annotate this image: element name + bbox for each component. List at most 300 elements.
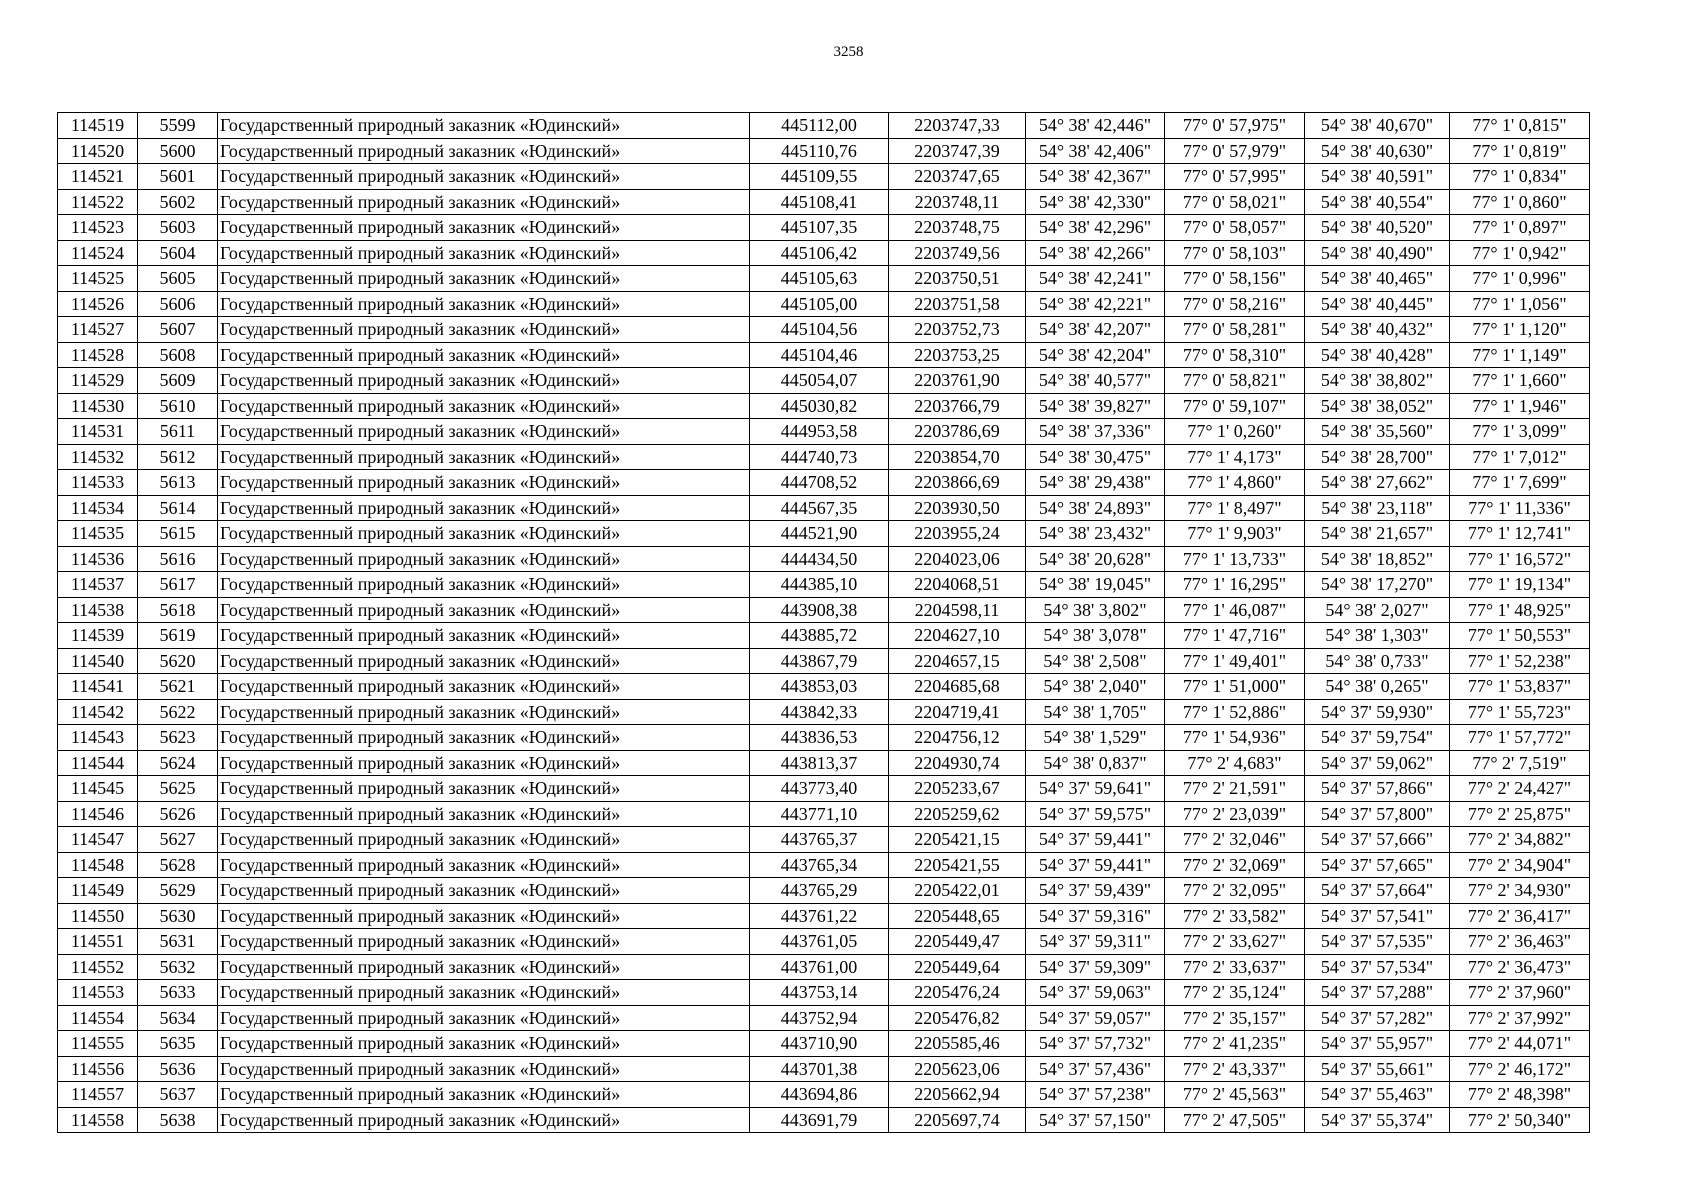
longitude-1-cell: 77° 0' 59,107": [1165, 393, 1305, 419]
table-row: [58, 164, 1590, 190]
coordinate-y-cell: 2205449,47: [889, 929, 1026, 955]
latitude-1-cell: 54° 37' 59,441": [1026, 827, 1165, 853]
table-row: [58, 1056, 1590, 1082]
latitude-1-cell: 54° 37' 59,441": [1026, 852, 1165, 878]
coordinate-y-cell: 2205585,46: [889, 1031, 1026, 1057]
longitude-2-cell: 77° 1' 7,699": [1450, 470, 1590, 496]
longitude-2-cell: 77° 1' 19,134": [1450, 572, 1590, 598]
object-name-cell: Государственный природный заказник «Юдинский»: [218, 699, 750, 725]
longitude-2-cell: 77° 1' 1,056": [1450, 291, 1590, 317]
object-name-cell: Государственный природный заказник «Юдинский»: [218, 444, 750, 470]
point-number-cell: 5600: [138, 138, 218, 164]
coordinate-y-cell: 2205476,82: [889, 1005, 1026, 1031]
object-name-cell: Государственный природный заказник «Юдинский»: [218, 1056, 750, 1082]
coordinate-y-cell: 2203751,58: [889, 291, 1026, 317]
latitude-2-cell: 54° 38' 40,432": [1305, 317, 1450, 343]
row-number-cell: 114542: [58, 699, 138, 725]
point-number-cell: 5608: [138, 342, 218, 368]
point-number-cell: 5609: [138, 368, 218, 394]
table-row: [58, 495, 1590, 521]
row-number-cell: 114530: [58, 393, 138, 419]
row-number-cell: 114552: [58, 954, 138, 980]
longitude-2-cell: 77° 1' 1,660": [1450, 368, 1590, 394]
coordinate-x-cell: 444740,73: [750, 444, 889, 470]
latitude-1-cell: 54° 38' 42,406": [1026, 138, 1165, 164]
point-number-cell: 5622: [138, 699, 218, 725]
point-number-cell: 5615: [138, 521, 218, 547]
longitude-2-cell: 77° 1' 1,120": [1450, 317, 1590, 343]
latitude-1-cell: 54° 38' 1,705": [1026, 699, 1165, 725]
coordinate-y-cell: 2203747,65: [889, 164, 1026, 190]
coordinate-x-cell: 445109,55: [750, 164, 889, 190]
longitude-1-cell: 77° 1' 4,860": [1165, 470, 1305, 496]
row-number-cell: 114540: [58, 648, 138, 674]
latitude-1-cell: 54° 38' 42,330": [1026, 189, 1165, 215]
object-name-cell: Государственный природный заказник «Юдинский»: [218, 1031, 750, 1057]
object-name-cell: Государственный природный заказник «Юдинский»: [218, 776, 750, 802]
coordinate-x-cell: 443908,38: [750, 597, 889, 623]
latitude-2-cell: 54° 38' 21,657": [1305, 521, 1450, 547]
object-name-cell: Государственный природный заказник «Юдинский»: [218, 266, 750, 292]
coordinate-y-cell: 2203752,73: [889, 317, 1026, 343]
latitude-2-cell: 54° 38' 0,733": [1305, 648, 1450, 674]
longitude-2-cell: 77° 2' 36,473": [1450, 954, 1590, 980]
row-number-cell: 114547: [58, 827, 138, 853]
longitude-1-cell: 77° 1' 52,886": [1165, 699, 1305, 725]
row-number-cell: 114539: [58, 623, 138, 649]
point-number-cell: 5637: [138, 1082, 218, 1108]
table-row: [58, 444, 1590, 470]
coordinate-y-cell: 2205449,64: [889, 954, 1026, 980]
coordinate-y-cell: 2204068,51: [889, 572, 1026, 598]
row-number-cell: 114525: [58, 266, 138, 292]
longitude-1-cell: 77° 1' 47,716": [1165, 623, 1305, 649]
longitude-2-cell: 77° 2' 36,417": [1450, 903, 1590, 929]
object-name-cell: Государственный природный заказник «Юдинский»: [218, 215, 750, 241]
coordinate-x-cell: 444708,52: [750, 470, 889, 496]
coordinate-x-cell: 443885,72: [750, 623, 889, 649]
table-row: [58, 674, 1590, 700]
latitude-2-cell: 54° 38' 40,554": [1305, 189, 1450, 215]
latitude-2-cell: 54° 38' 0,265": [1305, 674, 1450, 700]
point-number-cell: 5601: [138, 164, 218, 190]
table-row: [58, 1107, 1590, 1133]
latitude-2-cell: 54° 38' 40,465": [1305, 266, 1450, 292]
coordinate-y-cell: 2205233,67: [889, 776, 1026, 802]
object-name-cell: Государственный природный заказник «Юдинский»: [218, 546, 750, 572]
table-row: [58, 648, 1590, 674]
coordinate-x-cell: 445105,63: [750, 266, 889, 292]
latitude-1-cell: 54° 38' 3,802": [1026, 597, 1165, 623]
object-name-cell: Государственный природный заказник «Юдинский»: [218, 597, 750, 623]
latitude-1-cell: 54° 37' 59,439": [1026, 878, 1165, 904]
object-name-cell: Государственный природный заказник «Юдинский»: [218, 903, 750, 929]
table-row: [58, 903, 1590, 929]
longitude-2-cell: 77° 2' 34,882": [1450, 827, 1590, 853]
coordinate-x-cell: 444521,90: [750, 521, 889, 547]
longitude-2-cell: 77° 1' 1,149": [1450, 342, 1590, 368]
latitude-2-cell: 54° 38' 2,027": [1305, 597, 1450, 623]
row-number-cell: 114556: [58, 1056, 138, 1082]
longitude-2-cell: 77° 2' 7,519": [1450, 750, 1590, 776]
coordinate-x-cell: 445107,35: [750, 215, 889, 241]
longitude-1-cell: 77° 1' 46,087": [1165, 597, 1305, 623]
coordinate-y-cell: 2204598,11: [889, 597, 1026, 623]
longitude-1-cell: 77° 2' 43,337": [1165, 1056, 1305, 1082]
latitude-2-cell: 54° 37' 57,534": [1305, 954, 1450, 980]
longitude-2-cell: 77° 1' 55,723": [1450, 699, 1590, 725]
table-row: [58, 725, 1590, 751]
row-number-cell: 114521: [58, 164, 138, 190]
coordinate-y-cell: 2203866,69: [889, 470, 1026, 496]
coordinate-y-cell: 2204685,68: [889, 674, 1026, 700]
coordinate-x-cell: 443752,94: [750, 1005, 889, 1031]
coordinate-x-cell: 443761,05: [750, 929, 889, 955]
latitude-2-cell: 54° 38' 40,670": [1305, 113, 1450, 139]
object-name-cell: Государственный природный заказник «Юдинский»: [218, 827, 750, 853]
longitude-1-cell: 77° 1' 9,903": [1165, 521, 1305, 547]
longitude-1-cell: 77° 1' 0,260": [1165, 419, 1305, 445]
longitude-2-cell: 77° 1' 48,925": [1450, 597, 1590, 623]
longitude-1-cell: 77° 2' 23,039": [1165, 801, 1305, 827]
table-row: [58, 597, 1590, 623]
row-number-cell: 114523: [58, 215, 138, 241]
table-row: [58, 699, 1590, 725]
object-name-cell: Государственный природный заказник «Юдинский»: [218, 648, 750, 674]
longitude-2-cell: 77° 2' 50,340": [1450, 1107, 1590, 1133]
latitude-2-cell: 54° 37' 59,930": [1305, 699, 1450, 725]
longitude-2-cell: 77° 1' 3,099": [1450, 419, 1590, 445]
coordinate-x-cell: 443813,37: [750, 750, 889, 776]
point-number-cell: 5634: [138, 1005, 218, 1031]
coordinate-y-cell: 2205448,65: [889, 903, 1026, 929]
table-row: [58, 801, 1590, 827]
latitude-2-cell: 54° 37' 57,665": [1305, 852, 1450, 878]
longitude-1-cell: 77° 0' 58,057": [1165, 215, 1305, 241]
latitude-1-cell: 54° 38' 42,296": [1026, 215, 1165, 241]
latitude-2-cell: 54° 37' 57,666": [1305, 827, 1450, 853]
latitude-1-cell: 54° 37' 59,311": [1026, 929, 1165, 955]
latitude-2-cell: 54° 37' 57,535": [1305, 929, 1450, 955]
longitude-2-cell: 77° 2' 36,463": [1450, 929, 1590, 955]
object-name-cell: Государственный природный заказник «Юдинский»: [218, 801, 750, 827]
coordinate-x-cell: 443694,86: [750, 1082, 889, 1108]
longitude-2-cell: 77° 1' 11,336": [1450, 495, 1590, 521]
latitude-2-cell: 54° 37' 57,800": [1305, 801, 1450, 827]
row-number-cell: 114534: [58, 495, 138, 521]
coordinate-x-cell: 445054,07: [750, 368, 889, 394]
latitude-2-cell: 54° 38' 18,852": [1305, 546, 1450, 572]
latitude-2-cell: 54° 37' 57,541": [1305, 903, 1450, 929]
coordinate-x-cell: 443842,33: [750, 699, 889, 725]
latitude-1-cell: 54° 37' 57,732": [1026, 1031, 1165, 1057]
coordinate-y-cell: 2204756,12: [889, 725, 1026, 751]
row-number-cell: 114558: [58, 1107, 138, 1133]
coordinate-x-cell: 445112,00: [750, 113, 889, 139]
coordinate-y-cell: 2203955,24: [889, 521, 1026, 547]
object-name-cell: Государственный природный заказник «Юдинский»: [218, 419, 750, 445]
latitude-2-cell: 54° 38' 40,490": [1305, 240, 1450, 266]
point-number-cell: 5635: [138, 1031, 218, 1057]
latitude-1-cell: 54° 37' 59,063": [1026, 980, 1165, 1006]
latitude-2-cell: 54° 37' 55,661": [1305, 1056, 1450, 1082]
point-number-cell: 5627: [138, 827, 218, 853]
latitude-2-cell: 54° 37' 57,664": [1305, 878, 1450, 904]
point-number-cell: 5620: [138, 648, 218, 674]
longitude-1-cell: 77° 2' 33,627": [1165, 929, 1305, 955]
row-number-cell: 114532: [58, 444, 138, 470]
latitude-1-cell: 54° 38' 42,367": [1026, 164, 1165, 190]
longitude-2-cell: 77° 1' 0,897": [1450, 215, 1590, 241]
coordinate-x-cell: 443771,10: [750, 801, 889, 827]
point-number-cell: 5633: [138, 980, 218, 1006]
latitude-2-cell: 54° 37' 55,957": [1305, 1031, 1450, 1057]
table-row: [58, 929, 1590, 955]
table-row: [58, 750, 1590, 776]
point-number-cell: 5603: [138, 215, 218, 241]
longitude-2-cell: 77° 1' 57,772": [1450, 725, 1590, 751]
point-number-cell: 5604: [138, 240, 218, 266]
object-name-cell: Государственный природный заказник «Юдинский»: [218, 342, 750, 368]
object-name-cell: Государственный природный заказник «Юдинский»: [218, 750, 750, 776]
table-row: [58, 393, 1590, 419]
object-name-cell: Государственный природный заказник «Юдинский»: [218, 852, 750, 878]
point-number-cell: 5611: [138, 419, 218, 445]
latitude-1-cell: 54° 38' 42,241": [1026, 266, 1165, 292]
coordinate-x-cell: 445105,00: [750, 291, 889, 317]
object-name-cell: Государственный природный заказник «Юдинский»: [218, 1107, 750, 1133]
coordinate-x-cell: 444385,10: [750, 572, 889, 598]
table-body: [58, 113, 1590, 1133]
coordinate-y-cell: 2203747,39: [889, 138, 1026, 164]
coordinate-y-cell: 2205422,01: [889, 878, 1026, 904]
latitude-1-cell: 54° 38' 42,204": [1026, 342, 1165, 368]
coordinate-y-cell: 2203750,51: [889, 266, 1026, 292]
latitude-1-cell: 54° 37' 59,641": [1026, 776, 1165, 802]
coordinate-y-cell: 2205259,62: [889, 801, 1026, 827]
coordinate-x-cell: 443867,79: [750, 648, 889, 674]
longitude-1-cell: 77° 0' 58,156": [1165, 266, 1305, 292]
coordinate-x-cell: 445104,46: [750, 342, 889, 368]
coordinate-y-cell: 2203930,50: [889, 495, 1026, 521]
longitude-2-cell: 77° 1' 0,834": [1450, 164, 1590, 190]
table-row: [58, 776, 1590, 802]
latitude-2-cell: 54° 38' 28,700": [1305, 444, 1450, 470]
coordinate-x-cell: 443753,14: [750, 980, 889, 1006]
longitude-2-cell: 77° 2' 34,930": [1450, 878, 1590, 904]
coordinate-y-cell: 2203753,25: [889, 342, 1026, 368]
coordinate-x-cell: 443773,40: [750, 776, 889, 802]
coordinate-x-cell: 445106,42: [750, 240, 889, 266]
table-row: [58, 878, 1590, 904]
object-name-cell: Государственный природный заказник «Юдинский»: [218, 954, 750, 980]
latitude-1-cell: 54° 37' 59,057": [1026, 1005, 1165, 1031]
table-row: [58, 1031, 1590, 1057]
coordinate-y-cell: 2205421,55: [889, 852, 1026, 878]
row-number-cell: 114543: [58, 725, 138, 751]
latitude-1-cell: 54° 38' 37,336": [1026, 419, 1165, 445]
point-number-cell: 5624: [138, 750, 218, 776]
coordinate-x-cell: 443691,79: [750, 1107, 889, 1133]
longitude-1-cell: 77° 1' 13,733": [1165, 546, 1305, 572]
object-name-cell: Государственный природный заказник «Юдинский»: [218, 240, 750, 266]
longitude-1-cell: 77° 0' 58,021": [1165, 189, 1305, 215]
object-name-cell: Государственный природный заказник «Юдинский»: [218, 623, 750, 649]
coordinate-x-cell: 443836,53: [750, 725, 889, 751]
longitude-2-cell: 77° 1' 50,553": [1450, 623, 1590, 649]
latitude-1-cell: 54° 37' 57,238": [1026, 1082, 1165, 1108]
longitude-1-cell: 77° 0' 58,821": [1165, 368, 1305, 394]
point-number-cell: 5610: [138, 393, 218, 419]
point-number-cell: 5616: [138, 546, 218, 572]
row-number-cell: 114555: [58, 1031, 138, 1057]
object-name-cell: Государственный природный заказник «Юдинский»: [218, 368, 750, 394]
latitude-1-cell: 54° 37' 59,309": [1026, 954, 1165, 980]
point-number-cell: 5629: [138, 878, 218, 904]
coordinate-y-cell: 2204023,06: [889, 546, 1026, 572]
latitude-1-cell: 54° 37' 57,150": [1026, 1107, 1165, 1133]
longitude-2-cell: 77° 1' 1,946": [1450, 393, 1590, 419]
longitude-1-cell: 77° 2' 45,563": [1165, 1082, 1305, 1108]
table-row: [58, 215, 1590, 241]
table-row: [58, 266, 1590, 292]
longitude-1-cell: 77° 2' 32,046": [1165, 827, 1305, 853]
point-number-cell: 5630: [138, 903, 218, 929]
longitude-1-cell: 77° 0' 58,281": [1165, 317, 1305, 343]
longitude-2-cell: 77° 1' 7,012": [1450, 444, 1590, 470]
row-number-cell: 114537: [58, 572, 138, 598]
point-number-cell: 5625: [138, 776, 218, 802]
latitude-2-cell: 54° 38' 40,630": [1305, 138, 1450, 164]
point-number-cell: 5612: [138, 444, 218, 470]
longitude-2-cell: 77° 2' 46,172": [1450, 1056, 1590, 1082]
row-number-cell: 114535: [58, 521, 138, 547]
table-row: [58, 470, 1590, 496]
row-number-cell: 114538: [58, 597, 138, 623]
object-name-cell: Государственный природный заказник «Юдинский»: [218, 674, 750, 700]
table-row: [58, 368, 1590, 394]
object-name-cell: Государственный природный заказник «Юдинский»: [218, 878, 750, 904]
coordinate-x-cell: 443761,22: [750, 903, 889, 929]
object-name-cell: Государственный природный заказник «Юдинский»: [218, 189, 750, 215]
point-number-cell: 5638: [138, 1107, 218, 1133]
latitude-1-cell: 54° 38' 3,078": [1026, 623, 1165, 649]
latitude-1-cell: 54° 38' 29,438": [1026, 470, 1165, 496]
latitude-2-cell: 54° 38' 17,270": [1305, 572, 1450, 598]
coordinate-y-cell: 2203786,69: [889, 419, 1026, 445]
latitude-1-cell: 54° 38' 24,893": [1026, 495, 1165, 521]
point-number-cell: 5607: [138, 317, 218, 343]
row-number-cell: 114529: [58, 368, 138, 394]
table-row: [58, 317, 1590, 343]
longitude-2-cell: 77° 2' 34,904": [1450, 852, 1590, 878]
latitude-1-cell: 54° 38' 23,432": [1026, 521, 1165, 547]
table-row: [58, 189, 1590, 215]
table-row: [58, 980, 1590, 1006]
longitude-1-cell: 77° 2' 47,505": [1165, 1107, 1305, 1133]
coordinate-x-cell: 443765,37: [750, 827, 889, 853]
longitude-2-cell: 77° 2' 37,992": [1450, 1005, 1590, 1031]
longitude-1-cell: 77° 0' 58,216": [1165, 291, 1305, 317]
latitude-1-cell: 54° 38' 39,827": [1026, 393, 1165, 419]
latitude-1-cell: 54° 38' 42,266": [1026, 240, 1165, 266]
table-row: [58, 291, 1590, 317]
row-number-cell: 114533: [58, 470, 138, 496]
longitude-2-cell: 77° 1' 16,572": [1450, 546, 1590, 572]
longitude-1-cell: 77° 0' 58,310": [1165, 342, 1305, 368]
table-row: [58, 419, 1590, 445]
longitude-2-cell: 77° 1' 0,815": [1450, 113, 1590, 139]
row-number-cell: 114526: [58, 291, 138, 317]
coordinate-x-cell: 445104,56: [750, 317, 889, 343]
latitude-1-cell: 54° 38' 42,207": [1026, 317, 1165, 343]
latitude-2-cell: 54° 37' 57,866": [1305, 776, 1450, 802]
longitude-1-cell: 77° 2' 35,124": [1165, 980, 1305, 1006]
coordinate-x-cell: 445110,76: [750, 138, 889, 164]
object-name-cell: Государственный природный заказник «Юдинский»: [218, 317, 750, 343]
point-number-cell: 5605: [138, 266, 218, 292]
object-name-cell: Государственный природный заказник «Юдинский»: [218, 470, 750, 496]
point-number-cell: 5619: [138, 623, 218, 649]
latitude-2-cell: 54° 37' 59,062": [1305, 750, 1450, 776]
coordinate-x-cell: 445030,82: [750, 393, 889, 419]
point-number-cell: 5618: [138, 597, 218, 623]
row-number-cell: 114557: [58, 1082, 138, 1108]
longitude-1-cell: 77° 1' 4,173": [1165, 444, 1305, 470]
object-name-cell: Государственный природный заказник «Юдинский»: [218, 495, 750, 521]
row-number-cell: 114520: [58, 138, 138, 164]
row-number-cell: 114527: [58, 317, 138, 343]
latitude-2-cell: 54° 37' 57,282": [1305, 1005, 1450, 1031]
coordinate-y-cell: 2204627,10: [889, 623, 1026, 649]
coordinate-y-cell: 2203748,11: [889, 189, 1026, 215]
coordinate-x-cell: 443710,90: [750, 1031, 889, 1057]
point-number-cell: 5614: [138, 495, 218, 521]
longitude-2-cell: 77° 1' 0,996": [1450, 266, 1590, 292]
latitude-1-cell: 54° 38' 1,529": [1026, 725, 1165, 751]
table-row: [58, 342, 1590, 368]
longitude-2-cell: 77° 1' 0,860": [1450, 189, 1590, 215]
longitude-1-cell: 77° 2' 21,591": [1165, 776, 1305, 802]
table-row: [58, 521, 1590, 547]
longitude-2-cell: 77° 1' 12,741": [1450, 521, 1590, 547]
object-name-cell: Государственный природный заказник «Юдинский»: [218, 291, 750, 317]
row-number-cell: 114531: [58, 419, 138, 445]
coordinate-y-cell: 2203761,90: [889, 368, 1026, 394]
coordinate-y-cell: 2203747,33: [889, 113, 1026, 139]
latitude-1-cell: 54° 38' 42,221": [1026, 291, 1165, 317]
object-name-cell: Государственный природный заказник «Юдинский»: [218, 393, 750, 419]
coordinate-y-cell: 2203749,56: [889, 240, 1026, 266]
latitude-1-cell: 54° 38' 30,475": [1026, 444, 1165, 470]
row-number-cell: 114551: [58, 929, 138, 955]
longitude-1-cell: 77° 1' 8,497": [1165, 495, 1305, 521]
object-name-cell: Государственный природный заказник «Юдинский»: [218, 725, 750, 751]
point-number-cell: 5613: [138, 470, 218, 496]
point-number-cell: 5606: [138, 291, 218, 317]
coordinate-y-cell: 2203766,79: [889, 393, 1026, 419]
longitude-1-cell: 77° 2' 33,637": [1165, 954, 1305, 980]
longitude-2-cell: 77° 2' 25,875": [1450, 801, 1590, 827]
object-name-cell: Государственный природный заказник «Юдинский»: [218, 521, 750, 547]
latitude-1-cell: 54° 38' 40,577": [1026, 368, 1165, 394]
point-number-cell: 5602: [138, 189, 218, 215]
coordinate-y-cell: 2204657,15: [889, 648, 1026, 674]
coordinate-x-cell: 443701,38: [750, 1056, 889, 1082]
point-number-cell: 5623: [138, 725, 218, 751]
latitude-2-cell: 54° 38' 38,052": [1305, 393, 1450, 419]
coordinate-x-cell: 444567,35: [750, 495, 889, 521]
